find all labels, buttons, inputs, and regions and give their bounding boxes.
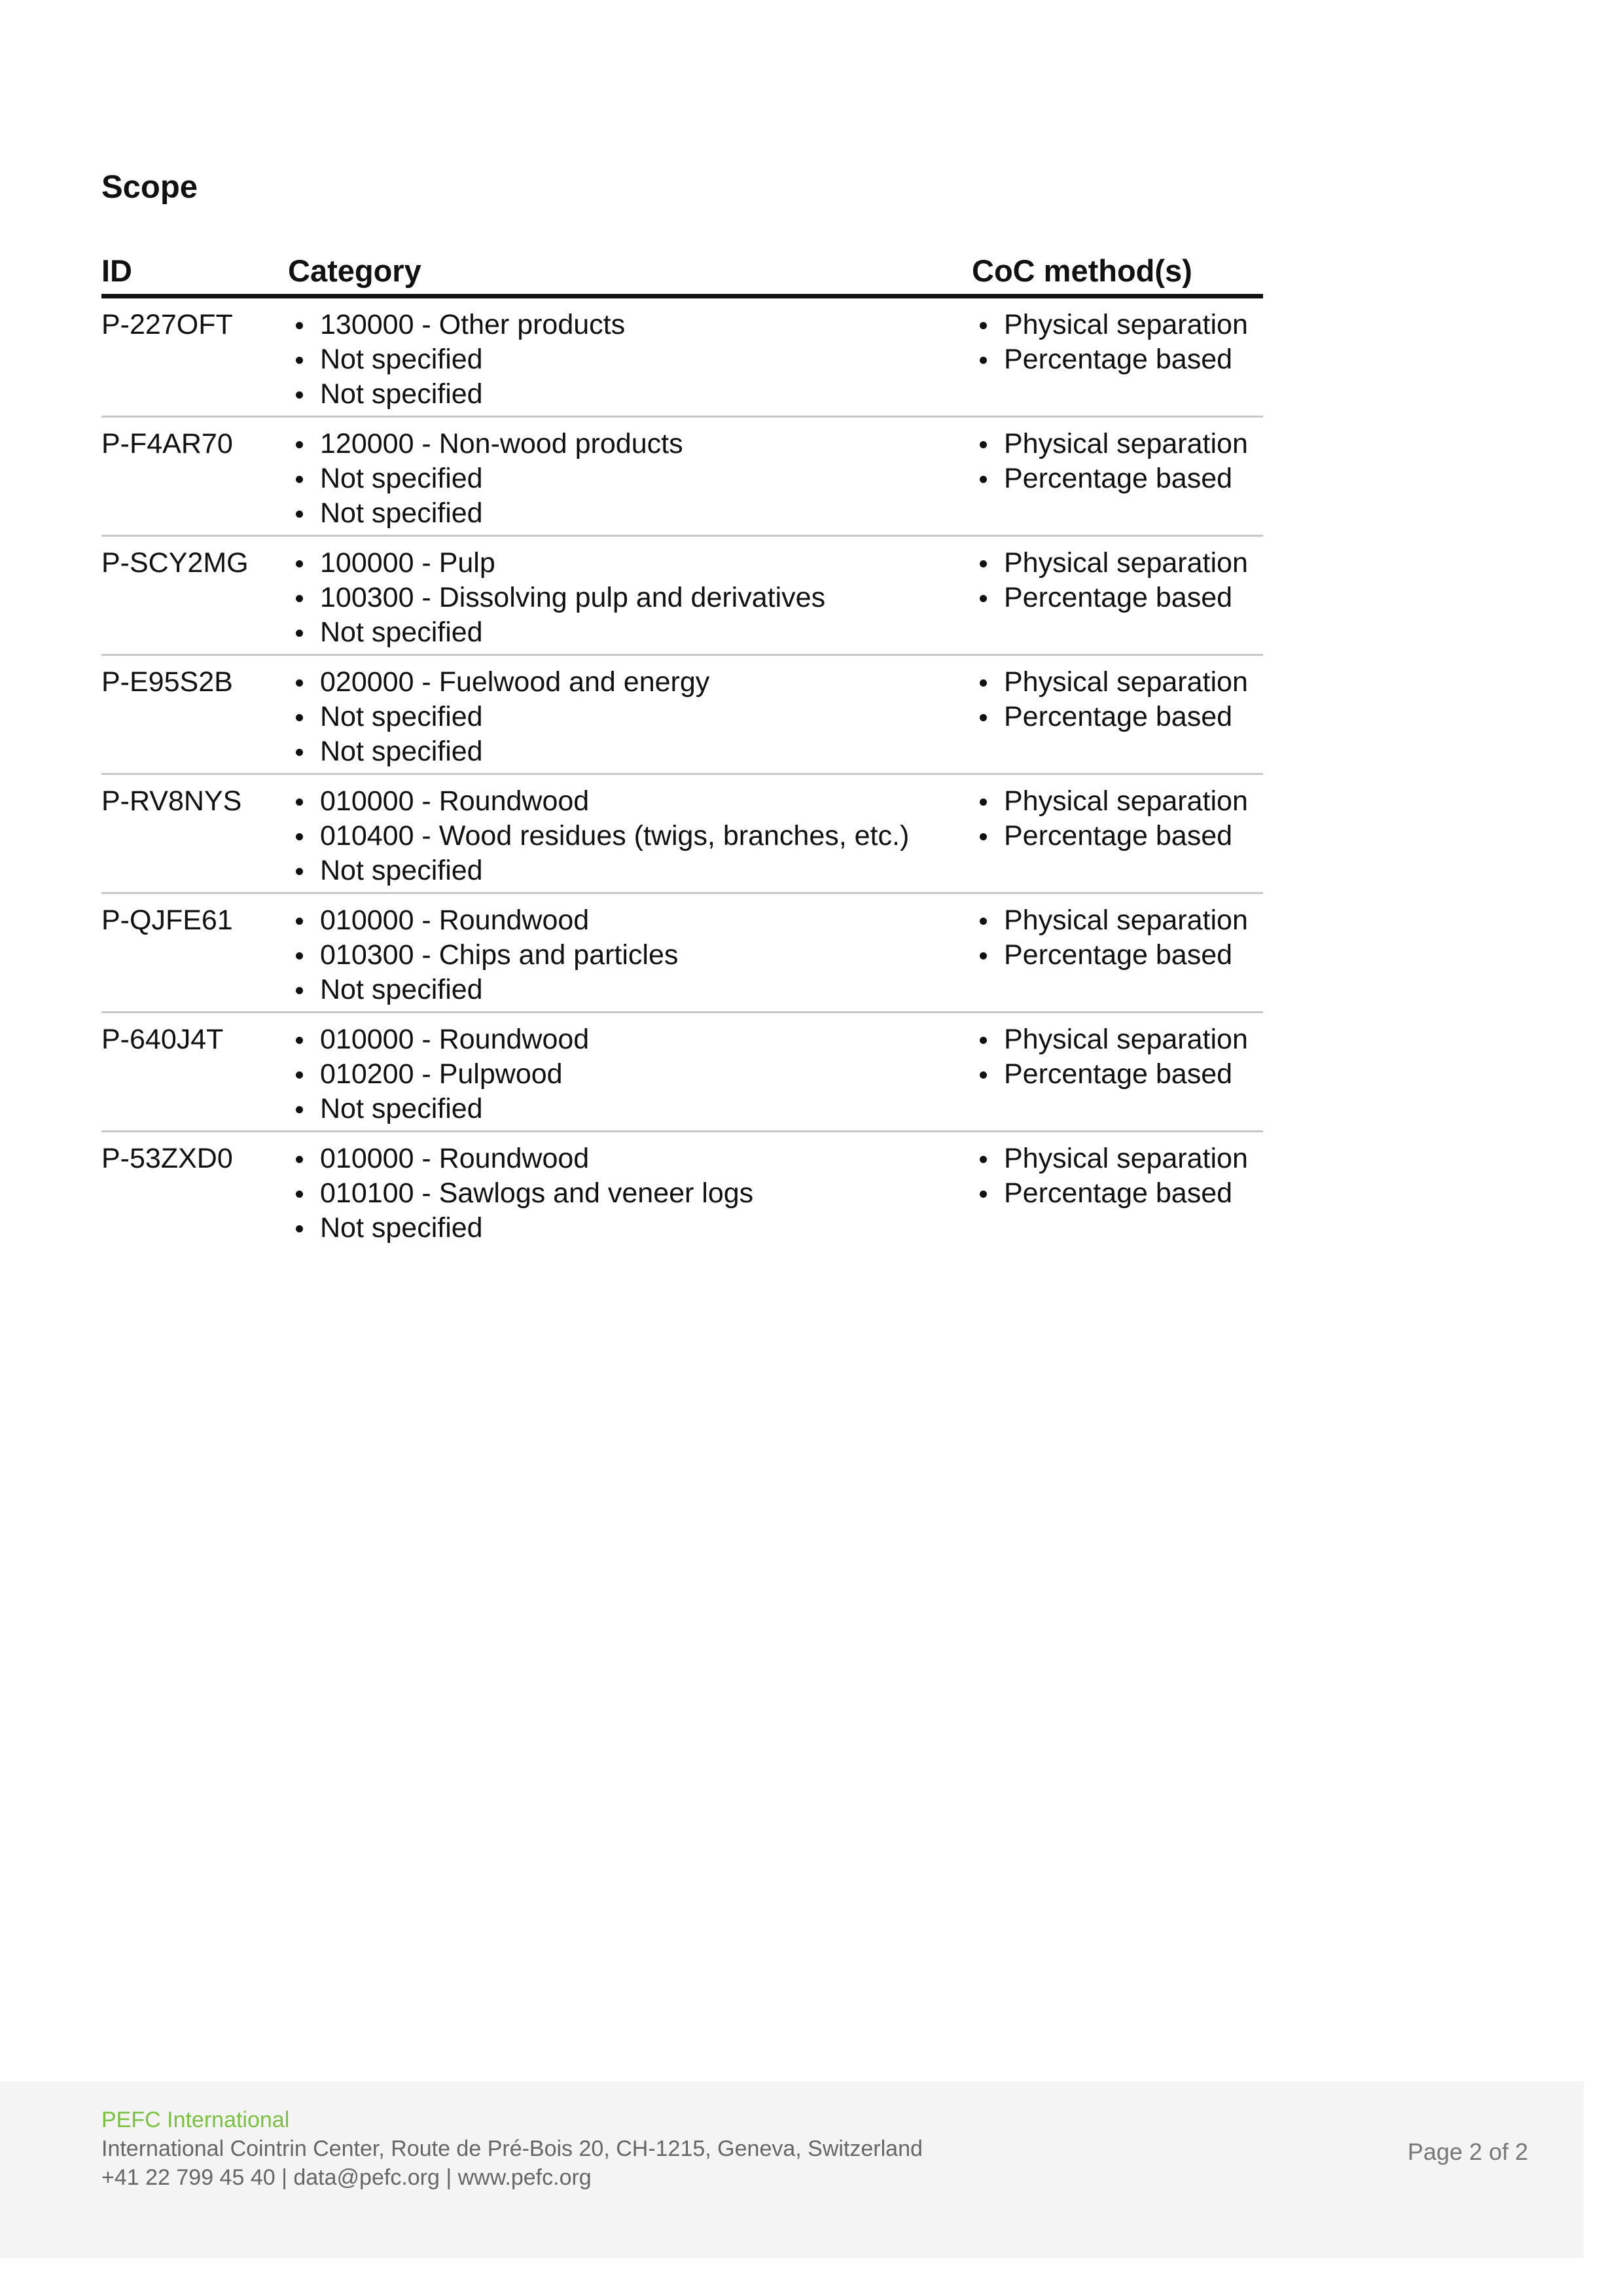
table-row xyxy=(101,774,1263,893)
category-item: 120000 - Non-wood products xyxy=(288,427,972,461)
coc-method-item: Physical separation xyxy=(972,427,1263,461)
coc-method-list xyxy=(972,546,1263,615)
category-item: 010100 - Sawlogs and veneer logs xyxy=(288,1176,972,1211)
category-item: Not specified xyxy=(288,461,972,496)
category-item: Not specified xyxy=(288,973,972,1007)
product-id: P-RV8NYS xyxy=(101,785,242,817)
category-item: 100000 - Pulp xyxy=(288,546,972,581)
coc-method-item: Percentage based xyxy=(972,1176,1263,1211)
table-header-row xyxy=(101,252,1263,296)
product-id: P-QJFE61 xyxy=(101,905,233,936)
category-list xyxy=(288,308,972,412)
category-item: 100300 - Dissolving pulp and derivatives xyxy=(288,581,972,615)
category-item: Not specified xyxy=(288,1211,972,1246)
coc-method-item: Percentage based xyxy=(972,581,1263,615)
table-row xyxy=(101,893,1263,1013)
category-item: Not specified xyxy=(288,496,972,531)
category-item: Not specified xyxy=(288,853,972,888)
page-footer xyxy=(0,2081,1584,2258)
coc-method-item: Physical separation xyxy=(972,1022,1263,1057)
category-item: Not specified xyxy=(288,734,972,769)
coc-method-list xyxy=(972,665,1263,734)
category-item: 010000 - Roundwood xyxy=(288,784,972,819)
category-item: 010000 - Roundwood xyxy=(288,1141,972,1176)
coc-method-list xyxy=(972,1022,1263,1092)
category-item: 010200 - Pulpwood xyxy=(288,1057,972,1092)
coc-method-item: Physical separation xyxy=(972,665,1263,700)
category-list xyxy=(288,903,972,1007)
category-list xyxy=(288,427,972,531)
page-number: Page 2 of 2 xyxy=(1407,2138,1528,2165)
header-id: ID xyxy=(101,252,288,296)
coc-method-item: Percentage based xyxy=(972,819,1263,853)
category-list xyxy=(288,546,972,650)
coc-method-item: Percentage based xyxy=(972,1057,1263,1092)
category-list xyxy=(288,784,972,888)
footer-address: International Cointrin Center, Route de Pré-Bois 20, CH-1215, Geneva, Switzerland xyxy=(101,2136,923,2161)
product-id: P-SCY2MG xyxy=(101,547,249,579)
coc-method-item: Physical separation xyxy=(972,546,1263,581)
category-list xyxy=(288,1141,972,1246)
table-row xyxy=(101,536,1263,655)
product-id: P-53ZXD0 xyxy=(101,1143,233,1174)
category-item: 130000 - Other products xyxy=(288,308,972,342)
category-item: 020000 - Fuelwood and energy xyxy=(288,665,972,700)
header-coc-methods: CoC method(s) xyxy=(972,252,1263,296)
category-item: Not specified xyxy=(288,1092,972,1126)
table-row xyxy=(101,296,1263,417)
product-id: P-227OFT xyxy=(101,309,233,340)
category-item: Not specified xyxy=(288,700,972,734)
coc-method-item: Percentage based xyxy=(972,461,1263,496)
coc-method-list xyxy=(972,427,1263,496)
category-item: 010300 - Chips and particles xyxy=(288,938,972,973)
coc-method-list xyxy=(972,903,1263,973)
coc-method-item: Percentage based xyxy=(972,700,1263,734)
category-item: Not specified xyxy=(288,377,972,412)
header-category: Category xyxy=(288,252,972,296)
table-row xyxy=(101,417,1263,536)
table-row xyxy=(101,655,1263,774)
coc-method-item: Physical separation xyxy=(972,308,1263,342)
coc-method-item: Physical separation xyxy=(972,784,1263,819)
table-body xyxy=(101,296,1263,1250)
category-list xyxy=(288,665,972,769)
product-id: P-E95S2B xyxy=(101,666,233,698)
coc-method-list xyxy=(972,784,1263,853)
coc-method-item: Percentage based xyxy=(972,342,1263,377)
footer-organization: PEFC International xyxy=(101,2108,290,2132)
category-item: 010000 - Roundwood xyxy=(288,903,972,938)
product-id: P-F4AR70 xyxy=(101,428,233,459)
product-id: P-640J4T xyxy=(101,1024,224,1055)
section-title: Scope xyxy=(101,170,198,205)
category-item: Not specified xyxy=(288,615,972,650)
coc-method-item: Physical separation xyxy=(972,903,1263,938)
footer-contact: +41 22 799 45 40 | data@pefc.org | www.pefc.org xyxy=(101,2165,592,2190)
category-item: Not specified xyxy=(288,342,972,377)
table-row xyxy=(101,1132,1263,1250)
scope-table xyxy=(101,252,1263,1249)
category-item: 010400 - Wood residues (twigs, branches, etc.) xyxy=(288,819,972,853)
coc-method-item: Physical separation xyxy=(972,1141,1263,1176)
coc-method-list xyxy=(972,1141,1263,1211)
table-row xyxy=(101,1013,1263,1132)
category-list xyxy=(288,1022,972,1126)
coc-method-list xyxy=(972,308,1263,377)
coc-method-item: Percentage based xyxy=(972,938,1263,973)
category-item: 010000 - Roundwood xyxy=(288,1022,972,1057)
